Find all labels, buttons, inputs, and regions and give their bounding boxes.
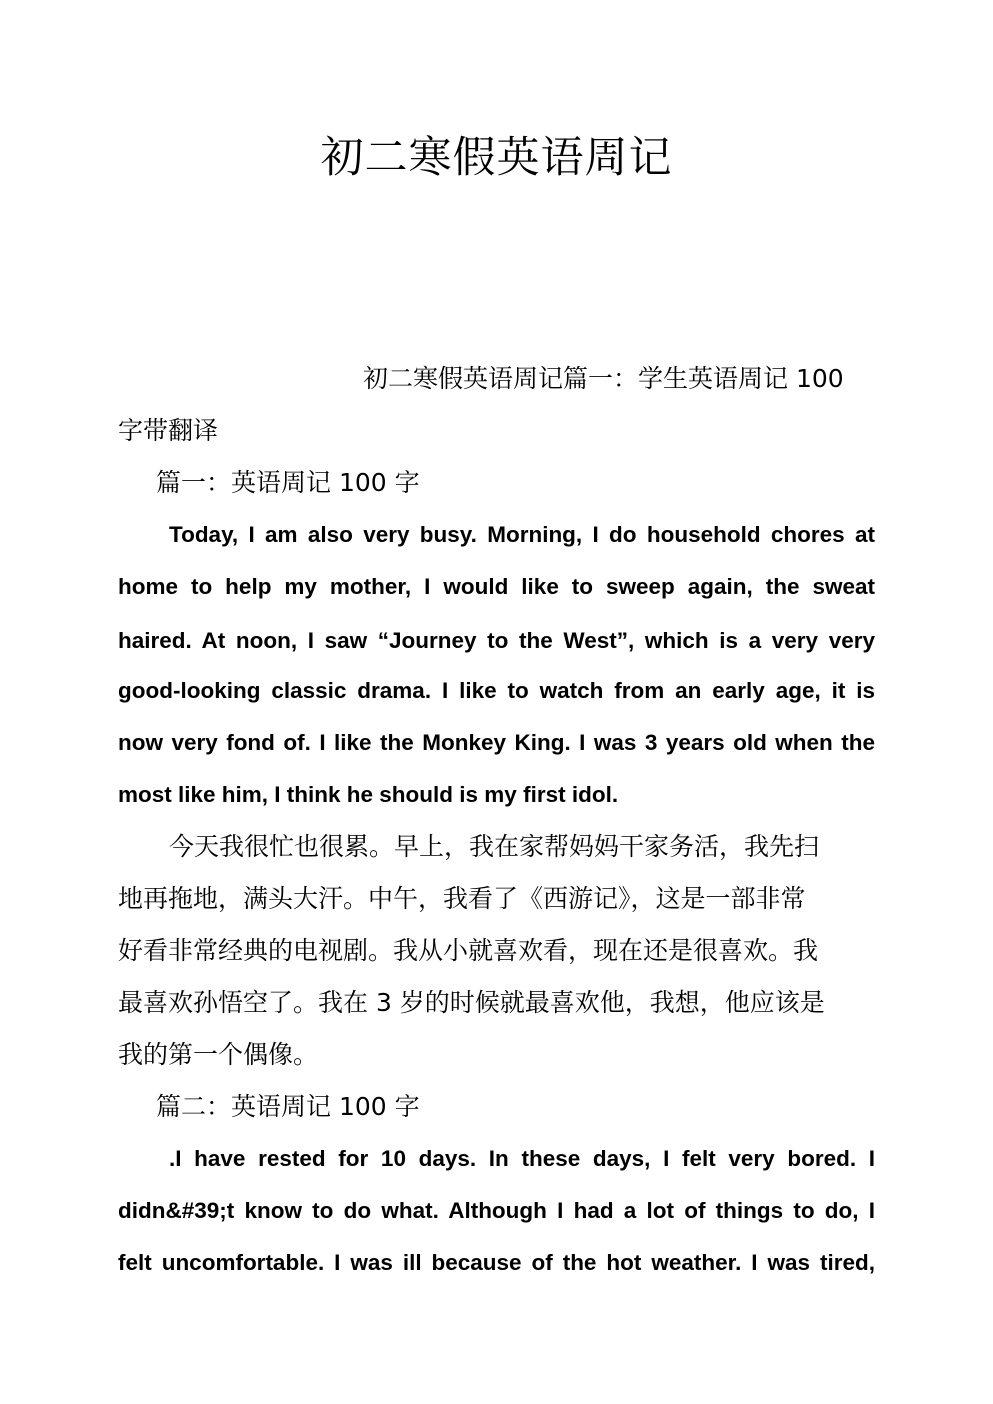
section1-chinese-line: 地再拖地，满头大汗。中午，我看了《西游记》，这是一部非常 xyxy=(118,884,806,913)
section1-english-line: haired. At noon, I saw “Journey to the West”, which is a very very xyxy=(118,628,875,653)
section1-chinese-line: 我的第一个偶像。 xyxy=(118,1040,319,1069)
section1-english-line: home to help my mother, I would like to sweep again, the sweat xyxy=(118,574,875,599)
section2-english-line: didn&#39;t know to do what. Although I had a lot of things to do, I xyxy=(118,1198,875,1223)
subtitle-line-2: 字带翻译 xyxy=(118,416,219,445)
section1-english-line: now very fond of. I like the Monkey King. I was 3 years old when the xyxy=(118,730,875,755)
section2-english-line: felt uncomfortable. I was ill because of the hot weather. I was tired, xyxy=(118,1250,875,1275)
section1-english-line: Today, I am also very busy. Morning, I do household chores at xyxy=(169,522,875,547)
section1-english-line: most like him, I think he should is my first idol. xyxy=(118,782,619,807)
section2-heading: 篇二：英语周记 100 字 xyxy=(156,1092,420,1121)
section1-english-line: good-looking classic drama. I like to watch from an early age, it is xyxy=(118,678,875,703)
document-title: 初二寒假英语周记 xyxy=(320,133,673,183)
section1-chinese-line: 好看非常经典的电视剧。我从小就喜欢看，现在还是很喜欢。我 xyxy=(118,936,819,965)
section2-english-line: .I have rested for 10 days. In these days, I felt very bored. I xyxy=(169,1146,875,1171)
subtitle-line-1: 初二寒假英语周记篇一：学生英语周记 100 xyxy=(363,364,844,393)
section1-heading: 篇一：英语周记 100 字 xyxy=(156,468,420,497)
section1-chinese-line: 最喜欢孙悟空了。我在 3 岁的时候就最喜欢他，我想，他应该是 xyxy=(118,988,825,1017)
section1-chinese-line: 今天我很忙也很累。早上，我在家帮妈妈干家务活，我先扫 xyxy=(169,832,820,861)
